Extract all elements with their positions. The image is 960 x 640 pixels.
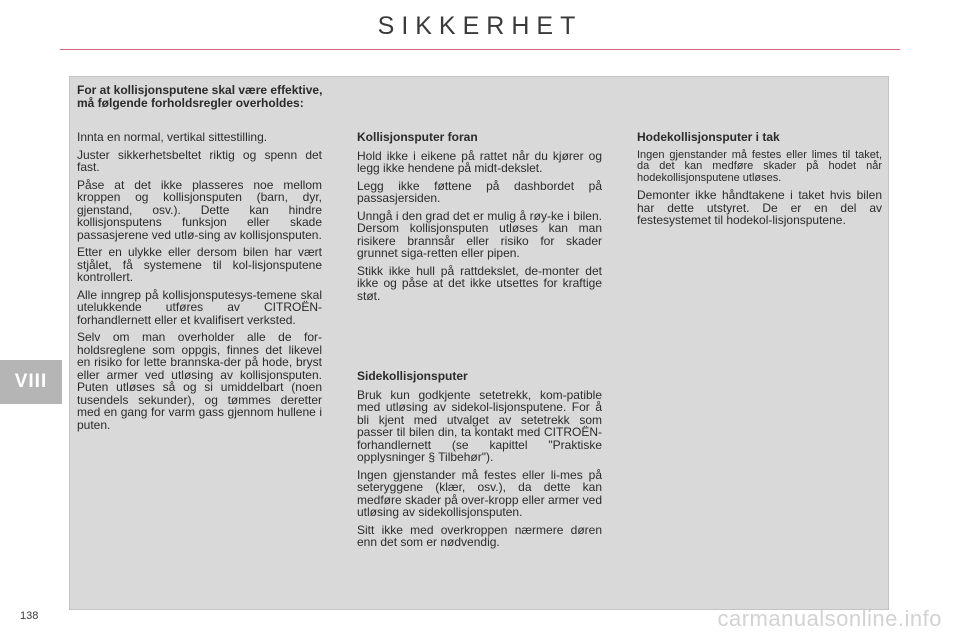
paragraph: Påse at det ikke plasseres noe mellom kroppen og kollisjonsputen (barn, dyr, gjenstand, osv.). Dette kan hindre kollisjonsputens funksjon eller skade passasjerene ved utlø-sing av kollisjonsputen.: [77, 177, 322, 242]
watermark: carmanualsonline.info: [717, 606, 942, 631]
paragraph: Juster sikkerhetsbeltet riktig og spenn det fast.: [77, 147, 322, 174]
paragraph: Stikk ikke hull på rattdekslet, de-monter det ikke og påse at det ikke utsettes for kraftige støt.: [357, 263, 602, 303]
intro-heading: For at kollisjonsputene skal være effektive, må følgende forholdsregler overholdes:: [77, 83, 323, 110]
section-heading: Sidekollisjonsputer: [357, 369, 468, 383]
paragraph: Selv om man overholder alle de for-holdsreglene som oppgis, finnes det likevel en risiko for lette brannska-der på hode, bryst eller armer ved utløsing av kollisjonsputen. Puten utløses så og si umiddelbart (noen tusendels sekunder), og tømmes deretter med en gang for varm gass gjennom hullene i puten.: [77, 330, 322, 432]
paragraph: Etter en ulykke eller dersom bilen har vært stjålet, få systemene til kol-lisjonsputene kontrollert.: [77, 245, 322, 284]
column-curtain-airbags: [637, 131, 882, 232]
paragraph: Alle inngrep på kollisjonsputesys-temene skal utelukkende utføres av CITROËN-forhandlernett eller et kvalifisert verksted.: [77, 287, 322, 327]
paragraph: Hold ikke i eikene på rattet når du kjører og legg ikke hendene på midt-dekslet.: [357, 148, 602, 175]
title-divider: [60, 49, 900, 50]
paragraph: Bruk kun godkjente setetrekk, kom-patible med utløsing av sidekol-lisjonsputene. For å bli kjent med utvalget av setetrekk som passer til bilen din, ta kontakt med CITROËN-forhandlernett (se kapittel "Praktiske opplysninger § Tilbehør").: [357, 387, 602, 464]
paragraph: Innta en normal, vertikal sittestilling.: [77, 130, 268, 144]
paragraph: Sitt ikke med overkroppen nærmere døren enn det som er nødvendig.: [357, 522, 602, 549]
paragraph: Demonter ikke håndtakene i taket hvis bilen har dette utstyret. De er en del av festesystemet til hodekol-lisjonsputene.: [637, 188, 882, 227]
page-number: 138: [20, 610, 39, 622]
section-heading: Hodekollisjonsputer i tak: [637, 130, 780, 144]
chapter-tab: VIII: [0, 360, 62, 404]
paragraph: Legg ikke føttene på dashbordet på passasjersiden.: [357, 178, 602, 205]
safety-info-panel: [69, 76, 889, 610]
page-title: SIKKERHET: [377, 12, 583, 40]
paragraph: Ingen gjenstander må festes eller li-mes på seteryggene (klær, osv.), da dette kan medføre skader på over-kropp eller armer ved utløsing av sidekollisjonsputen.: [357, 467, 602, 519]
section-heading: Kollisjonsputer foran: [357, 130, 478, 144]
paragraph: Unngå i den grad det er mulig å røy-ke i bilen. Dersom kollisjonsputen utløses kan man risikere brannsår eller risiko for skader grunnet siga-retten eller pipen.: [357, 208, 602, 260]
paragraph: Ingen gjenstander må festes eller limes til taket, da det kan medføre skader på hodet når hodekollisjonsputene utløses.: [637, 148, 882, 184]
column-general-precautions: [77, 131, 322, 436]
column-front-airbags: [357, 131, 602, 307]
column-side-airbags: [357, 370, 602, 554]
